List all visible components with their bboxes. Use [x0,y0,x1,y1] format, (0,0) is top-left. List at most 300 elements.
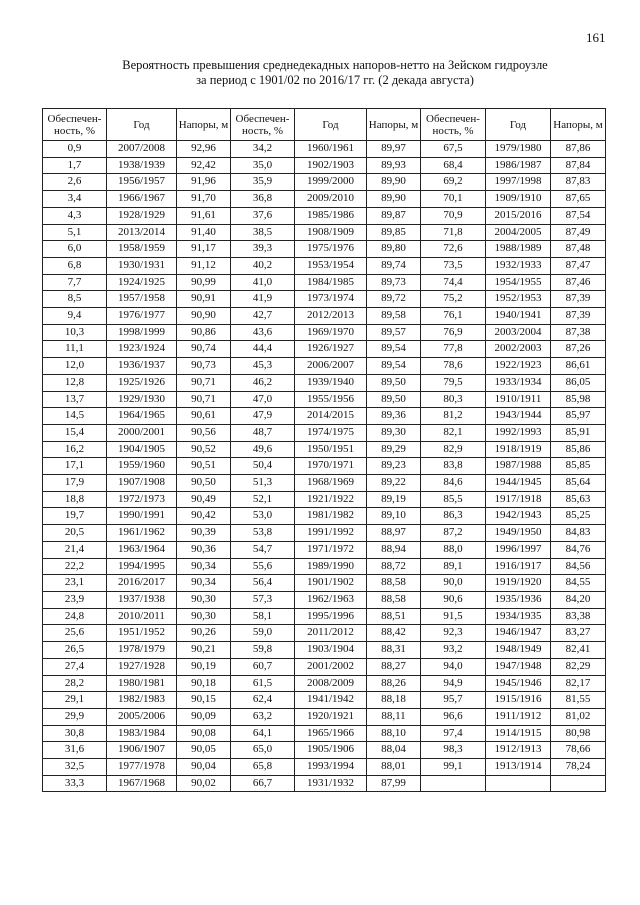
table-cell: 68,4 [421,157,486,174]
table-cell: 75,2 [421,291,486,308]
table-cell: 90,39 [177,525,231,542]
table-cell: 81,02 [551,708,606,725]
table-cell: 89,50 [367,374,421,391]
table-row [43,708,606,725]
table-cell: 89,19 [367,491,421,508]
table-cell: 1923/1924 [107,341,177,358]
table-cell: 90,6 [421,591,486,608]
table-cell: 53,8 [231,525,295,542]
table-cell: 1959/1960 [107,458,177,475]
table-cell: 65,8 [231,759,295,776]
table-row [43,525,606,542]
table-cell: 87,2 [421,525,486,542]
table-cell: 58,1 [231,608,295,625]
table-cell: 2016/2017 [107,575,177,592]
table-cell: 1961/1962 [107,525,177,542]
table-cell: 30,8 [43,725,107,742]
table-cell: 59,0 [231,625,295,642]
table-cell: 1962/1963 [295,591,367,608]
table-cell: 38,5 [231,224,295,241]
table-cell: 82,29 [551,658,606,675]
table-cell: 78,24 [551,759,606,776]
header-cell: Год [486,109,551,141]
table-cell: 86,61 [551,358,606,375]
table-cell: 88,42 [367,625,421,642]
table-cell [421,775,486,792]
table-cell: 1939/1940 [295,374,367,391]
table-cell: 74,4 [421,274,486,291]
table-cell: 89,57 [367,324,421,341]
table-cell: 18,8 [43,491,107,508]
table-cell: 13,7 [43,391,107,408]
table-cell: 65,0 [231,742,295,759]
table-cell: 37,6 [231,207,295,224]
table-cell: 89,30 [367,424,421,441]
table-cell: 48,7 [231,424,295,441]
table-cell: 88,04 [367,742,421,759]
table-cell: 1965/1966 [295,725,367,742]
table-cell: 47,9 [231,408,295,425]
table-cell: 6,8 [43,257,107,274]
table-row [43,174,606,191]
table-cell: 87,38 [551,324,606,341]
table-row [43,257,606,274]
table-cell: 89,97 [367,141,421,158]
table-cell: 41,9 [231,291,295,308]
table-cell: 90,71 [177,374,231,391]
table-cell: 85,63 [551,491,606,508]
table-cell: 22,2 [43,558,107,575]
table-cell: 90,86 [177,324,231,341]
table-cell: 1917/1918 [486,491,551,508]
table-cell: 26,5 [43,642,107,659]
table-cell: 1931/1932 [295,775,367,792]
table-cell: 23,1 [43,575,107,592]
table-cell: 95,7 [421,692,486,709]
table-cell: 78,66 [551,742,606,759]
table-cell: 1978/1979 [107,642,177,659]
table-cell: 1949/1950 [486,525,551,542]
table-cell: 89,10 [367,508,421,525]
table-cell: 89,54 [367,341,421,358]
table-cell: 6,0 [43,241,107,258]
table-cell: 67,5 [421,141,486,158]
table-cell: 2011/2012 [295,625,367,642]
table-cell: 88,94 [367,541,421,558]
table-row [43,759,606,776]
table-cell: 90,42 [177,508,231,525]
table-cell: 90,49 [177,491,231,508]
table-cell: 88,10 [367,725,421,742]
table-cell: 1971/1972 [295,541,367,558]
table-cell: 49,6 [231,441,295,458]
table-row [43,358,606,375]
table-cell: 85,64 [551,475,606,492]
table-row [43,591,606,608]
table-cell: 36,8 [231,191,295,208]
table-cell: 90,90 [177,308,231,325]
table-row [43,224,606,241]
table-row [43,274,606,291]
table-cell: 12,8 [43,374,107,391]
table-cell: 35,9 [231,174,295,191]
table-cell: 89,29 [367,441,421,458]
table-cell: 1918/1919 [486,441,551,458]
table-cell: 1988/1989 [486,241,551,258]
table-cell: 1974/1975 [295,424,367,441]
table-row [43,141,606,158]
table-cell: 99,1 [421,759,486,776]
table-row [43,391,606,408]
table-cell: 1964/1965 [107,408,177,425]
table-cell: 1924/1925 [107,274,177,291]
table-cell: 1947/1948 [486,658,551,675]
table-cell: 87,39 [551,291,606,308]
table-cell: 88,31 [367,642,421,659]
table-cell: 24,8 [43,608,107,625]
table-cell: 88,58 [367,591,421,608]
table-cell: 90,0 [421,575,486,592]
table-cell: 1968/1969 [295,475,367,492]
table-cell: 1948/1949 [486,642,551,659]
table-cell: 27,4 [43,658,107,675]
table-cell: 4,3 [43,207,107,224]
table-cell: 85,5 [421,491,486,508]
table-cell: 89,58 [367,308,421,325]
table-cell: 1938/1939 [107,157,177,174]
table-cell: 77,8 [421,341,486,358]
table-cell: 87,49 [551,224,606,241]
table-cell: 66,7 [231,775,295,792]
table-cell: 80,3 [421,391,486,408]
table-cell: 2013/2014 [107,224,177,241]
table-cell: 88,97 [367,525,421,542]
table-cell: 1993/1994 [295,759,367,776]
table-row [43,575,606,592]
table-cell: 85,98 [551,391,606,408]
table-cell: 19,7 [43,508,107,525]
table-cell: 47,0 [231,391,295,408]
table-cell: 1921/1922 [295,491,367,508]
table-row [43,692,606,709]
table-cell: 84,83 [551,525,606,542]
table-cell: 1925/1926 [107,374,177,391]
table-cell: 2015/2016 [486,207,551,224]
table-cell: 1912/1913 [486,742,551,759]
table-cell: 1985/1986 [295,207,367,224]
table-cell: 1995/1996 [295,608,367,625]
table-cell: 72,6 [421,241,486,258]
table-cell: 85,86 [551,441,606,458]
table-row [43,157,606,174]
table-cell: 71,8 [421,224,486,241]
table-cell: 1990/1991 [107,508,177,525]
table-cell: 2005/2006 [107,708,177,725]
table-cell: 1970/1971 [295,458,367,475]
table-cell: 63,2 [231,708,295,725]
table-row [43,675,606,692]
table-cell: 21,4 [43,541,107,558]
table-cell: 89,74 [367,257,421,274]
table-row [43,775,606,792]
table-cell: 23,9 [43,591,107,608]
table-cell: 1940/1941 [486,308,551,325]
table-cell: 91,61 [177,207,231,224]
table-cell: 84,76 [551,541,606,558]
table-cell: 82,41 [551,642,606,659]
table-cell: 1911/1912 [486,708,551,725]
table-cell: 50,4 [231,458,295,475]
table-cell: 88,58 [367,575,421,592]
table-cell: 3,4 [43,191,107,208]
table-cell: 52,1 [231,491,295,508]
table-cell: 55,6 [231,558,295,575]
table-row [43,291,606,308]
table-row [43,642,606,659]
table-cell: 60,7 [231,658,295,675]
table-cell: 69,2 [421,174,486,191]
table-cell: 1966/1967 [107,191,177,208]
table-cell: 90,34 [177,558,231,575]
table-cell: 1910/1911 [486,391,551,408]
table-cell: 90,15 [177,692,231,709]
table-cell: 86,3 [421,508,486,525]
table-row [43,508,606,525]
table-cell: 61,5 [231,675,295,692]
table-cell: 89,80 [367,241,421,258]
table-row [43,441,606,458]
table-cell: 83,38 [551,608,606,625]
table-cell: 11,1 [43,341,107,358]
table-cell: 90,36 [177,541,231,558]
table-cell: 87,84 [551,157,606,174]
table-cell: 88,51 [367,608,421,625]
table-cell: 57,3 [231,591,295,608]
table-cell: 78,6 [421,358,486,375]
table-cell: 94,9 [421,675,486,692]
table-cell: 43,6 [231,324,295,341]
table-cell: 1945/1946 [486,675,551,692]
table-cell: 96,6 [421,708,486,725]
table-cell: 90,30 [177,591,231,608]
table-cell: 87,86 [551,141,606,158]
table-row [43,324,606,341]
table-cell: 82,17 [551,675,606,692]
table-cell: 1935/1936 [486,591,551,608]
table-cell: 91,70 [177,191,231,208]
title-line-1: Вероятность превышения среднедекадных напоров-нетто на Зейском гидроузле [122,58,548,72]
table-cell: 1933/1934 [486,374,551,391]
table-cell: 86,05 [551,374,606,391]
table-cell: 1902/1903 [295,157,367,174]
table-cell: 1908/1909 [295,224,367,241]
table-cell: 82,1 [421,424,486,441]
table-cell: 85,91 [551,424,606,441]
table-cell: 90,91 [177,291,231,308]
table-cell: 45,3 [231,358,295,375]
table-cell: 85,25 [551,508,606,525]
table-cell: 92,42 [177,157,231,174]
table-cell: 87,48 [551,241,606,258]
table-cell: 40,2 [231,257,295,274]
table-cell: 90,04 [177,759,231,776]
table-cell: 1983/1984 [107,725,177,742]
table-cell: 1913/1914 [486,759,551,776]
table-cell: 1982/1983 [107,692,177,709]
table-cell: 1980/1981 [107,675,177,692]
table-cell: 1954/1955 [486,274,551,291]
table-cell: 88,0 [421,541,486,558]
table-cell: 28,2 [43,675,107,692]
header-cell: Обеспечен-ность, % [421,109,486,141]
table-cell: 17,9 [43,475,107,492]
table-cell: 1977/1978 [107,759,177,776]
table-cell: 91,17 [177,241,231,258]
table-row [43,308,606,325]
table-cell: 90,09 [177,708,231,725]
table-cell: 83,27 [551,625,606,642]
table-cell: 1942/1943 [486,508,551,525]
header-cell: Год [295,109,367,141]
header-cell: Обеспечен-ность, % [231,109,295,141]
table-cell: 2001/2002 [295,658,367,675]
table-cell: 1997/1998 [486,174,551,191]
table-cell: 90,21 [177,642,231,659]
table-cell: 97,4 [421,725,486,742]
table-cell: 80,98 [551,725,606,742]
table-cell: 0,9 [43,141,107,158]
table-cell: 5,1 [43,224,107,241]
exceedance-table [42,108,606,792]
table-cell: 1996/1997 [486,541,551,558]
table-cell: 81,55 [551,692,606,709]
table-row [43,725,606,742]
table-cell: 89,73 [367,274,421,291]
header-cell: Напоры, м [367,109,421,141]
table-cell: 90,99 [177,274,231,291]
table-cell: 64,1 [231,725,295,742]
table-cell: 2003/2004 [486,324,551,341]
table-row [43,424,606,441]
table-row [43,207,606,224]
table-cell: 1914/1915 [486,725,551,742]
table-cell: 81,2 [421,408,486,425]
table-cell: 88,26 [367,675,421,692]
table-row [43,541,606,558]
table-cell: 1903/1904 [295,642,367,659]
table-cell: 98,3 [421,742,486,759]
table-cell: 89,87 [367,207,421,224]
table-cell: 87,39 [551,308,606,325]
table-cell: 70,9 [421,207,486,224]
table-row [43,191,606,208]
table-cell: 39,3 [231,241,295,258]
document-title [60,58,610,88]
table-cell: 93,2 [421,642,486,659]
table-cell: 2012/2013 [295,308,367,325]
table-cell: 1972/1973 [107,491,177,508]
header-cell: Обеспечен-ность, % [43,109,107,141]
table-cell: 2008/2009 [295,675,367,692]
table-cell: 1919/1920 [486,575,551,592]
table-row [43,458,606,475]
table-cell: 90,02 [177,775,231,792]
table-cell: 88,01 [367,759,421,776]
table-cell: 90,61 [177,408,231,425]
table-cell: 85,97 [551,408,606,425]
table-cell: 88,18 [367,692,421,709]
table-cell: 84,6 [421,475,486,492]
table-cell: 2007/2008 [107,141,177,158]
table-row [43,558,606,575]
table-cell: 1953/1954 [295,257,367,274]
table-cell: 90,71 [177,391,231,408]
table-cell: 29,9 [43,708,107,725]
table-cell: 1956/1957 [107,174,177,191]
table-cell: 1941/1942 [295,692,367,709]
table-cell: 1950/1951 [295,441,367,458]
table-cell: 17,1 [43,458,107,475]
table-cell: 1984/1985 [295,274,367,291]
table-cell: 33,3 [43,775,107,792]
table-cell: 20,5 [43,525,107,542]
table-cell: 1929/1930 [107,391,177,408]
table-cell: 1915/1916 [486,692,551,709]
table-cell: 1,7 [43,157,107,174]
table-cell: 14,5 [43,408,107,425]
table-cell: 90,51 [177,458,231,475]
table-cell: 87,54 [551,207,606,224]
table-cell: 2,6 [43,174,107,191]
table-cell: 84,56 [551,558,606,575]
table-cell: 9,4 [43,308,107,325]
table-cell: 90,50 [177,475,231,492]
table-cell: 2004/2005 [486,224,551,241]
table-cell: 89,1 [421,558,486,575]
table-cell: 89,22 [367,475,421,492]
table-cell: 82,9 [421,441,486,458]
table-cell: 1989/1990 [295,558,367,575]
page-number: 161 [586,30,606,45]
table-cell: 1958/1959 [107,241,177,258]
table-header-row [43,109,606,141]
table-cell: 90,08 [177,725,231,742]
table-cell: 42,7 [231,308,295,325]
table-cell: 1973/1974 [295,291,367,308]
table-row [43,408,606,425]
table-cell: 1922/1923 [486,358,551,375]
table-cell: 1909/1910 [486,191,551,208]
table-cell: 1969/1970 [295,324,367,341]
table-cell: 87,26 [551,341,606,358]
table-cell: 91,96 [177,174,231,191]
table-cell: 90,26 [177,625,231,642]
table-cell: 1991/1992 [295,525,367,542]
table-cell: 91,40 [177,224,231,241]
table-row [43,374,606,391]
table-cell: 84,20 [551,591,606,608]
table-cell: 90,56 [177,424,231,441]
table-cell: 87,83 [551,174,606,191]
table-row [43,475,606,492]
table-cell: 90,74 [177,341,231,358]
table-cell: 1994/1995 [107,558,177,575]
table-cell: 51,3 [231,475,295,492]
table-cell: 88,27 [367,658,421,675]
table-cell: 34,2 [231,141,295,158]
table-cell: 32,5 [43,759,107,776]
table-cell: 83,8 [421,458,486,475]
